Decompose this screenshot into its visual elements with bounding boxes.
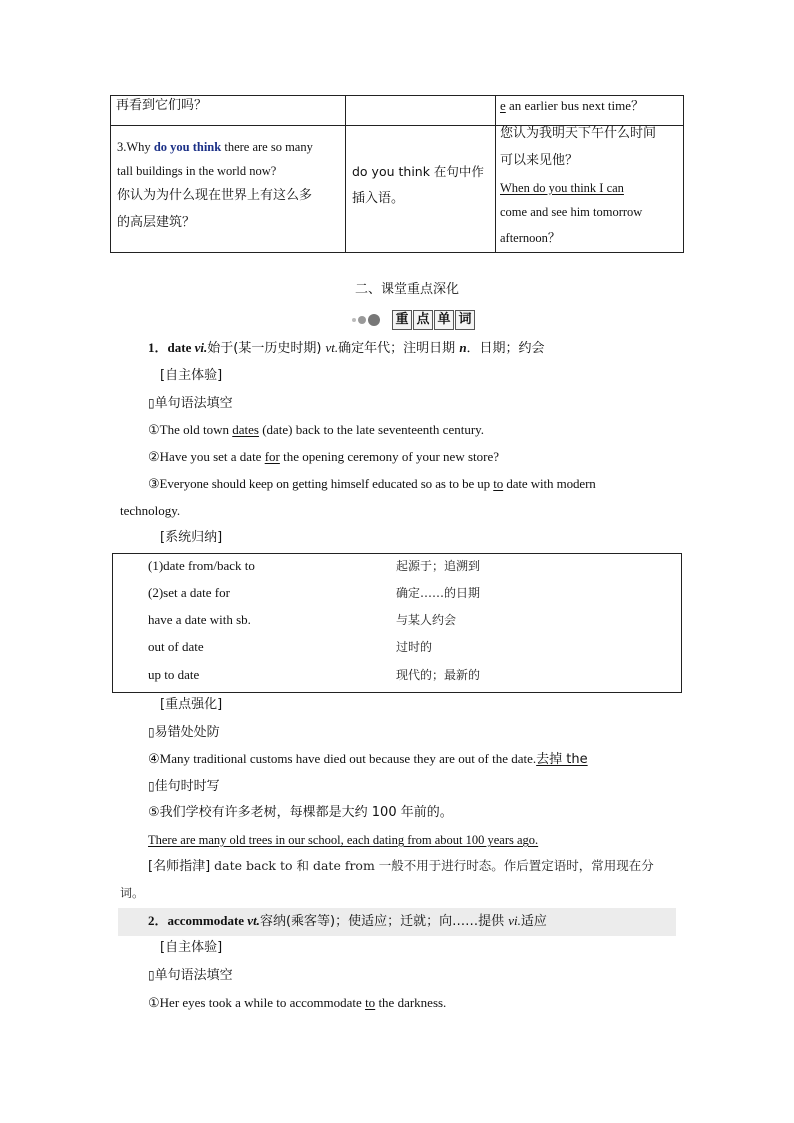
part-of-speech: vt. xyxy=(247,913,260,928)
tip-text: date back to 和 date from 一般不用于进行时态。作后置定语时，常用现在分 xyxy=(210,858,654,873)
fill-title xyxy=(148,966,233,985)
table-row1-col3 xyxy=(500,97,644,115)
part-of-speech: n xyxy=(459,340,467,355)
table-row1-col3-text: an earlier bus next time？ xyxy=(505,98,645,113)
translate-title-text: 佳句时时写 xyxy=(154,779,220,794)
text: ③Everyone should keep on getting himself educated so as to be up xyxy=(148,476,494,491)
sentence-1 xyxy=(148,421,484,439)
fill-title-text: 单句语法填空 xyxy=(154,396,233,411)
table-row2-col3-en3: afternoon？ xyxy=(500,231,561,245)
banner-char: 词 xyxy=(455,310,475,330)
sentence-2 xyxy=(148,448,499,466)
answer: dates xyxy=(232,422,259,437)
item2-heading xyxy=(148,912,547,931)
item-number: 1． xyxy=(148,340,168,355)
tip-line2: 词。 xyxy=(120,886,145,900)
bullet-icon: ▯ xyxy=(148,396,155,410)
answer: 去掉 the xyxy=(536,752,588,767)
sentence-3-line2: technology. xyxy=(120,503,181,518)
definition: ．日期；约会 xyxy=(466,341,545,356)
fill-title xyxy=(148,394,233,413)
bullet-icon: ▯ xyxy=(148,779,155,793)
focus-label: [重点强化] xyxy=(160,697,223,712)
box-row-en: (2)set a date for xyxy=(148,585,230,600)
text: the opening ceremony of your new store? xyxy=(279,449,499,464)
item-number: 2． xyxy=(148,913,168,928)
table-row2-col2-line2: 插入语。 xyxy=(352,191,405,206)
item2-sentence-1 xyxy=(148,994,446,1012)
box-row-cn: 与某人约会 xyxy=(396,613,457,627)
text: ④Many traditional customs have died out because they are out of the date. xyxy=(148,751,537,766)
banner-char: 点 xyxy=(413,310,433,330)
box-row-cn: 过时的 xyxy=(396,640,433,654)
table-row1-col1: 再看到它们吗？ xyxy=(116,98,208,113)
part-of-speech: vt. xyxy=(325,340,339,355)
box-row-en: out of date xyxy=(148,639,204,654)
answer: for xyxy=(264,449,280,464)
table-col-divider xyxy=(495,96,496,252)
text: (date) back to the late seventeenth century. xyxy=(258,422,485,437)
translate-title xyxy=(148,777,220,796)
error-title xyxy=(148,723,220,742)
text: there are so many xyxy=(221,140,313,154)
tip xyxy=(148,857,654,876)
item1-heading xyxy=(148,339,545,358)
definition: 适应 xyxy=(520,914,547,929)
section-title: 二、课堂重点深化 xyxy=(355,282,460,297)
table-row2-col2-line1: do you think 在句中作 xyxy=(352,164,484,179)
banner-char: 单 xyxy=(434,310,454,330)
tip-label: [名师指津] xyxy=(148,859,211,874)
sentence-4 xyxy=(148,750,588,769)
self-check-label: [自主体验] xyxy=(160,940,223,955)
table-row2-col1-cn1: 你认为为什么现在世界上有这么多 xyxy=(117,188,313,203)
answer: to xyxy=(365,995,376,1010)
text: ②Have you set a date xyxy=(148,449,265,464)
sentence-3 xyxy=(148,475,596,493)
box-row-cn: 起源于；追溯到 xyxy=(396,559,481,573)
sentence-5-cn: ⑤我们学校有许多老树，每棵都是大约 100 年前的。 xyxy=(148,805,453,820)
table-row2-col3-cn2: 可以来见他？ xyxy=(500,153,579,168)
box-row-cn: 确定……的日期 xyxy=(396,586,481,600)
text: ①The old town xyxy=(148,422,233,437)
table-row2-col1-line2: tall buildings in the world now? xyxy=(117,164,277,178)
highlight-phrase: do you think xyxy=(153,140,222,154)
box-row-en: have a date with sb. xyxy=(148,612,251,627)
answer-blank: e xyxy=(500,98,506,113)
part-of-speech: vi. xyxy=(508,913,521,928)
definition: 容纳(乘客等)；使适应；迁就；向……提供 xyxy=(259,914,509,929)
box-row-en: (1)date from/back to xyxy=(148,558,255,573)
bullet-icon: ▯ xyxy=(148,725,155,739)
table-row2-col1-cn2: 的高层建筑？ xyxy=(117,215,196,230)
box-row-cn: 现代的；最新的 xyxy=(396,668,481,682)
box-row-en: up to date xyxy=(148,667,200,682)
definition: 确定年代；注明日期 xyxy=(338,341,460,356)
bullet-icon: ▯ xyxy=(148,968,155,982)
answer: to xyxy=(493,476,504,491)
headword: accommodate xyxy=(167,913,245,928)
error-title-text: 易错处处防 xyxy=(154,725,220,740)
sentence-5-answer: There are many old trees in our school, each dating from about 100 years ago. xyxy=(148,833,539,847)
definition: 始于(某一历史时期) xyxy=(207,341,326,356)
table-row2-col3-cn1: 您认为我明天下午什么时间 xyxy=(500,126,657,141)
fill-title-text: 单句语法填空 xyxy=(154,968,233,983)
summary-label: [系统归纳] xyxy=(160,530,223,545)
table-row2-col1-line1 xyxy=(117,138,313,156)
text: ①Her eyes took a while to accommodate xyxy=(148,995,366,1010)
text: 3.Why xyxy=(117,140,154,154)
part-of-speech: vi. xyxy=(194,340,208,355)
headword: date xyxy=(167,340,192,355)
text: date with modern xyxy=(503,476,596,491)
table-col-divider xyxy=(345,96,346,252)
table-row2-col3-en2: come and see him tomorrow xyxy=(500,205,643,219)
table-row2-col3-en1: When do you think I can xyxy=(500,181,624,195)
banner-char: 重 xyxy=(392,310,412,330)
self-check-label: [自主体验] xyxy=(160,368,223,383)
text: the darkness. xyxy=(375,995,447,1010)
